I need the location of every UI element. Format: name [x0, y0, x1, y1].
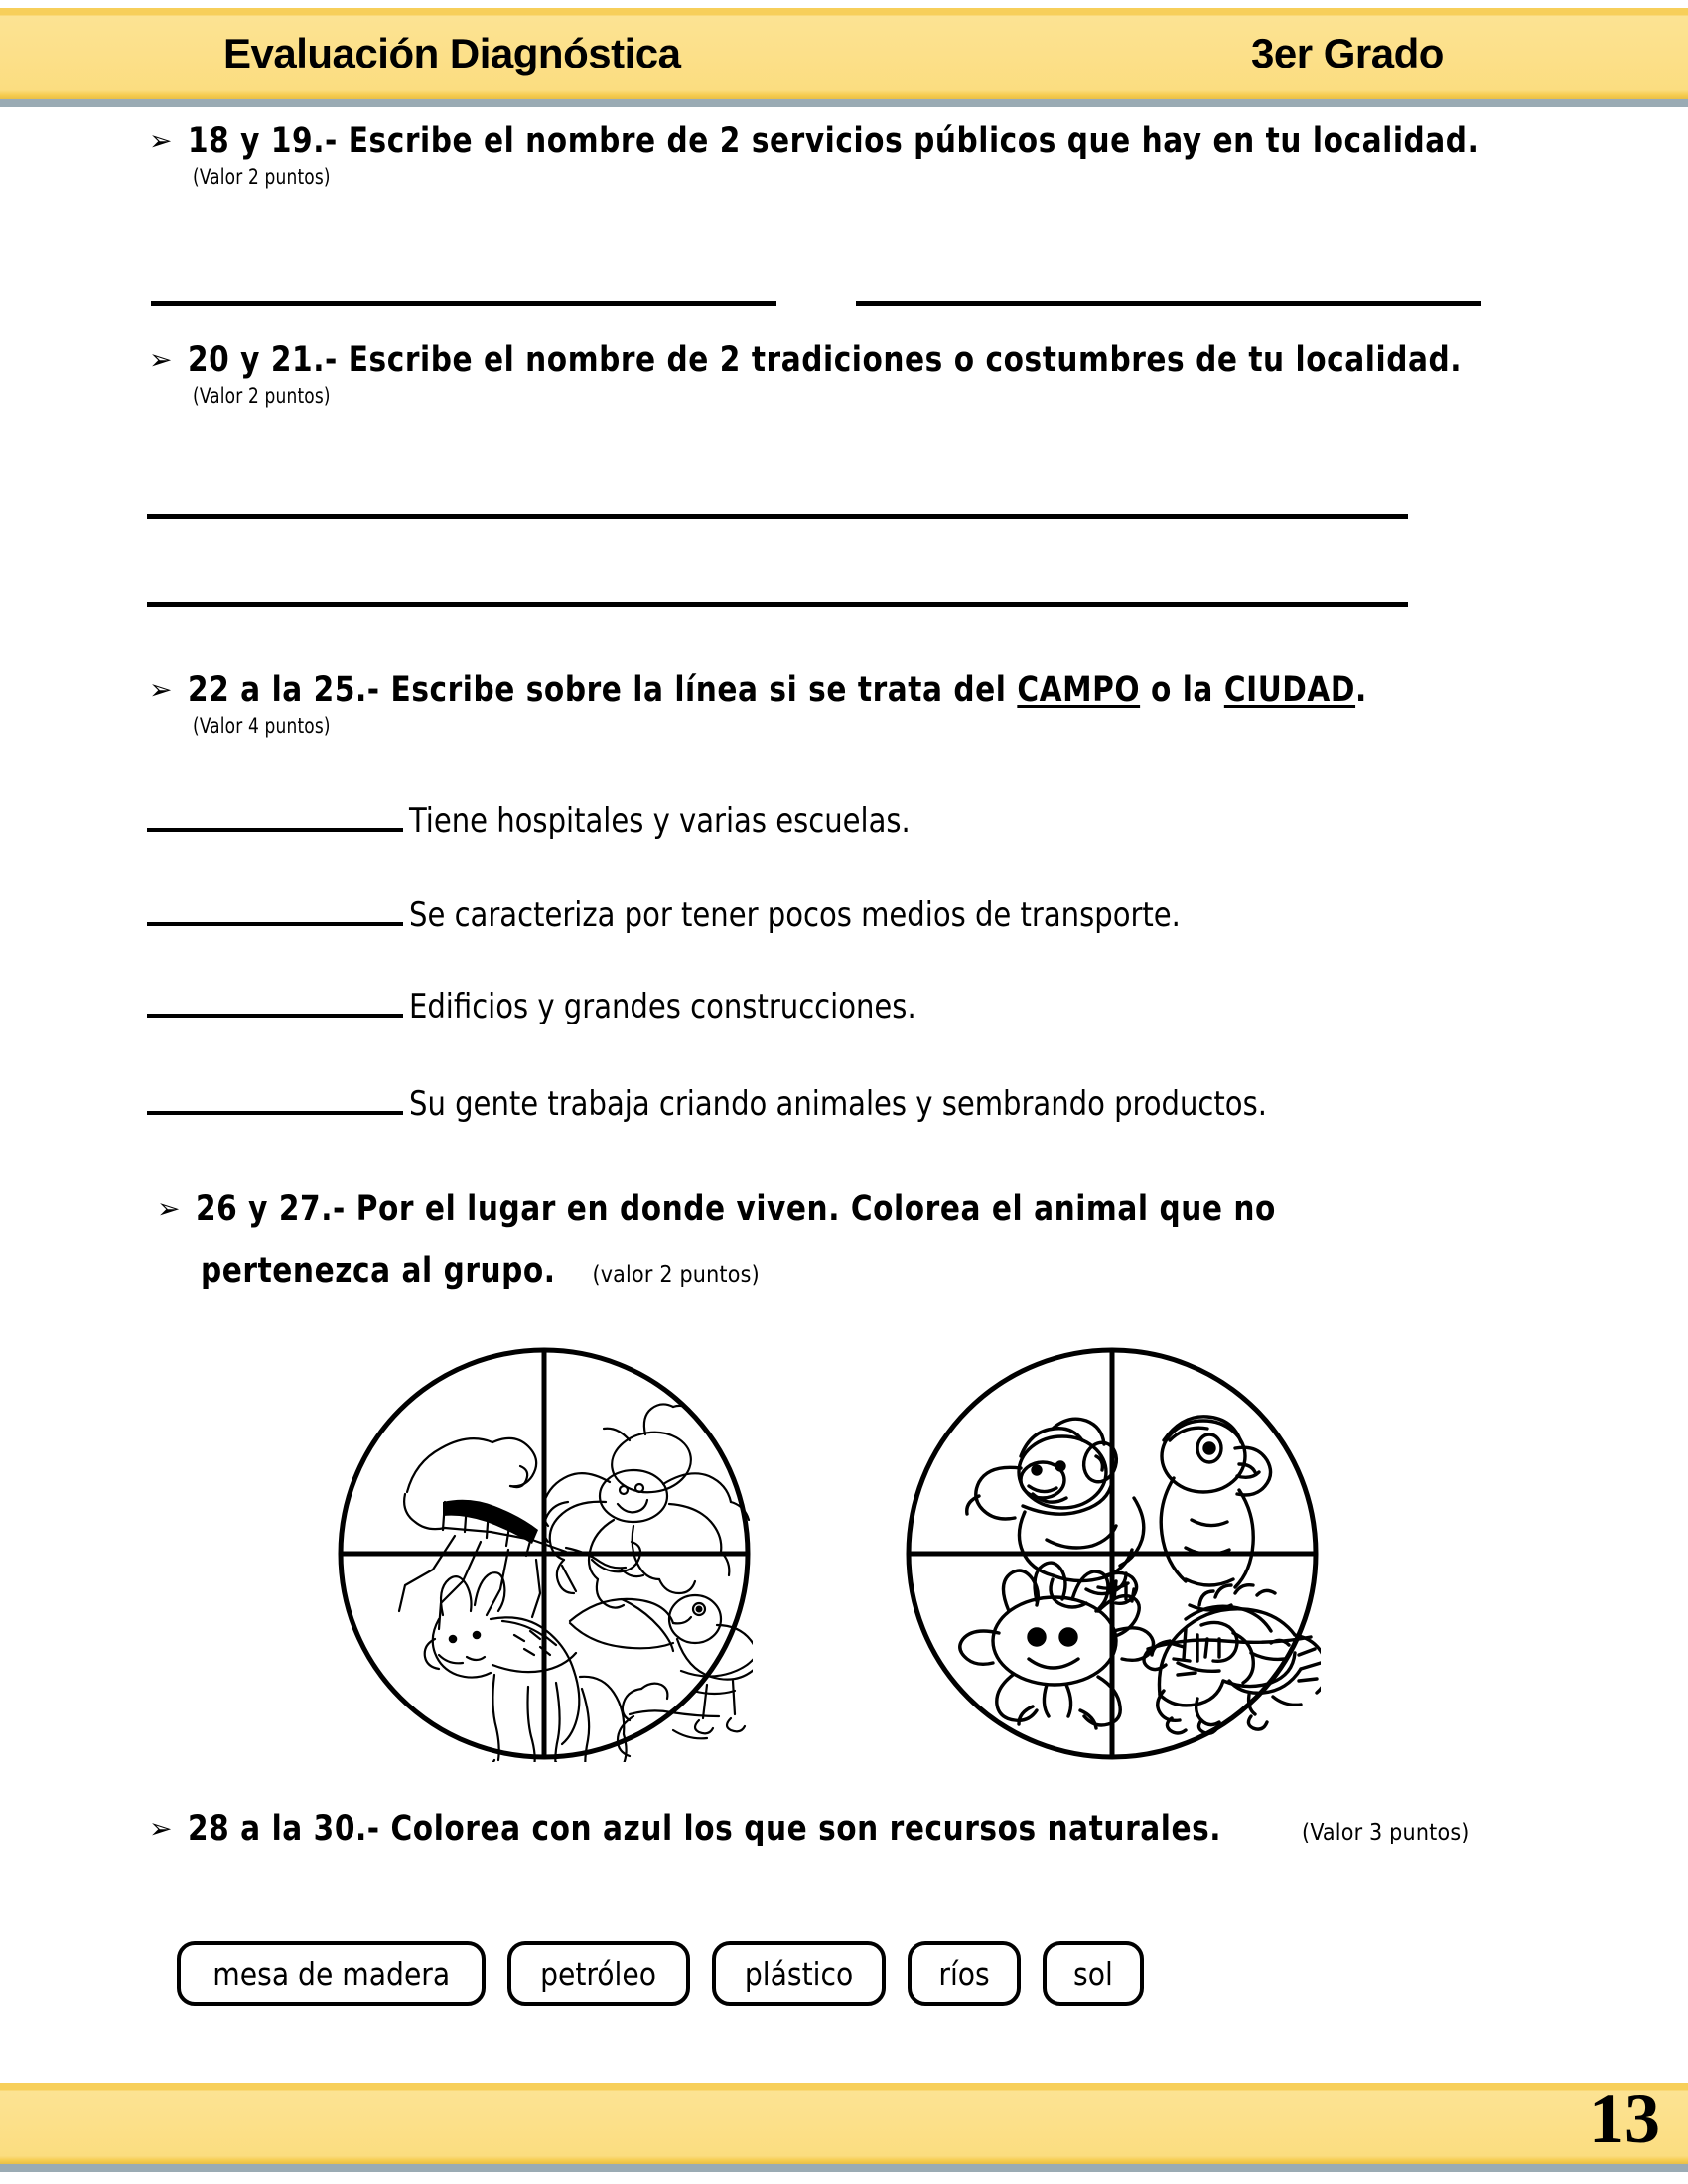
resource-word-label: sol [1072, 1954, 1113, 1993]
resource-word-box[interactable] [177, 1941, 486, 2006]
animal-circle-1-svg[interactable] [336, 1345, 753, 1762]
campo-keyword: CAMPO [1017, 670, 1141, 710]
campo-ciudad-text-1: Tiene hospitales y varias escuelas. [409, 801, 911, 841]
question-22-25-text: 22 a la 25.- Escribe sobre la línea si se trata del CAMPO o la CIUDAD. [188, 670, 1368, 710]
grade-label: 3er Grado [1251, 30, 1444, 76]
question-26-27-value: (valor 2 puntos) [592, 1262, 760, 1288]
resource-word-box-list [177, 1941, 1144, 2006]
resource-word-label: mesa de madera [212, 1954, 451, 1993]
question-26-27 [157, 1189, 1345, 1291]
bullet-arrow-icon: ➢ [149, 124, 173, 157]
ciudad-keyword: CIUDAD [1224, 670, 1356, 710]
footer-band [0, 2079, 1688, 2164]
campo-ciudad-blank-3[interactable] [147, 1014, 403, 1018]
campo-ciudad-text-2: Se caracteriza por tener pocos medios de transporte. [409, 895, 1181, 935]
campo-ciudad-row-1 [147, 801, 936, 841]
question-20-21-text: 20 y 21.- Escribe el nombre de 2 tradiciones o costumbres de tu localidad. [188, 341, 1463, 380]
question-22-25 [149, 670, 1443, 738]
resource-word-box[interactable] [712, 1941, 886, 2006]
header-band [0, 8, 1688, 99]
campo-ciudad-text-4: Su gente trabaja criando animales y sembrando productos. [409, 1084, 1267, 1124]
campo-ciudad-blank-4[interactable] [147, 1111, 403, 1115]
worksheet-content [0, 99, 1688, 2083]
animal-circle-2-svg[interactable] [904, 1345, 1321, 1762]
campo-ciudad-blank-1[interactable] [147, 828, 403, 832]
bullet-arrow-icon: ➢ [149, 343, 173, 376]
question-18-19 [149, 121, 1562, 189]
question-28-30 [149, 1809, 1470, 1848]
campo-ciudad-row-4 [147, 1084, 1312, 1124]
question-28-30-value: (Valor 3 puntos) [1302, 1820, 1470, 1845]
campo-ciudad-row-2 [147, 895, 1221, 935]
answer-line-18[interactable] [151, 301, 776, 306]
question-26-27-text-line1: 26 y 27.- Por el lugar en donde viven. Colorea el animal que no [196, 1189, 1277, 1229]
resource-word-box[interactable] [908, 1941, 1021, 2006]
question-22-25-value: (Valor 4 puntos) [193, 714, 331, 738]
resource-word-label: ríos [938, 1954, 990, 1993]
campo-ciudad-blank-2[interactable] [147, 922, 403, 926]
bullet-arrow-icon: ➢ [149, 673, 173, 706]
resource-word-box[interactable] [1043, 1941, 1144, 2006]
answer-line-20[interactable] [147, 514, 1408, 519]
bullet-arrow-icon: ➢ [149, 1812, 173, 1844]
campo-ciudad-text-3: Edificios y grandes construcciones. [409, 987, 916, 1026]
page-title: Evaluación Diagnóstica [223, 30, 681, 76]
question-18-19-value: (Valor 2 puntos) [193, 165, 331, 189]
resource-word-label: petróleo [540, 1954, 657, 1993]
page-number: 13 [1589, 2079, 1660, 2158]
resource-word-label: plástico [744, 1954, 853, 1993]
animal-circle-1[interactable] [336, 1345, 753, 1762]
bullet-arrow-icon: ➢ [157, 1192, 181, 1225]
footer-underline [0, 2164, 1688, 2172]
question-20-21 [149, 341, 1543, 408]
answer-line-19[interactable] [856, 301, 1481, 306]
animal-circle-2[interactable] [904, 1345, 1321, 1762]
question-18-19-text: 18 y 19.- Escribe el nombre de 2 servicios públicos que hay en tu localidad. [188, 121, 1479, 161]
question-28-30-text: 28 a la 30.- Colorea con azul los que son recursos naturales. [188, 1809, 1222, 1848]
campo-ciudad-row-3 [147, 987, 943, 1026]
resource-word-box[interactable] [507, 1941, 689, 2006]
question-20-21-value: (Valor 2 puntos) [193, 384, 331, 408]
answer-line-21[interactable] [147, 602, 1408, 607]
question-26-27-text-line2: pertenezca al grupo. [201, 1251, 556, 1291]
